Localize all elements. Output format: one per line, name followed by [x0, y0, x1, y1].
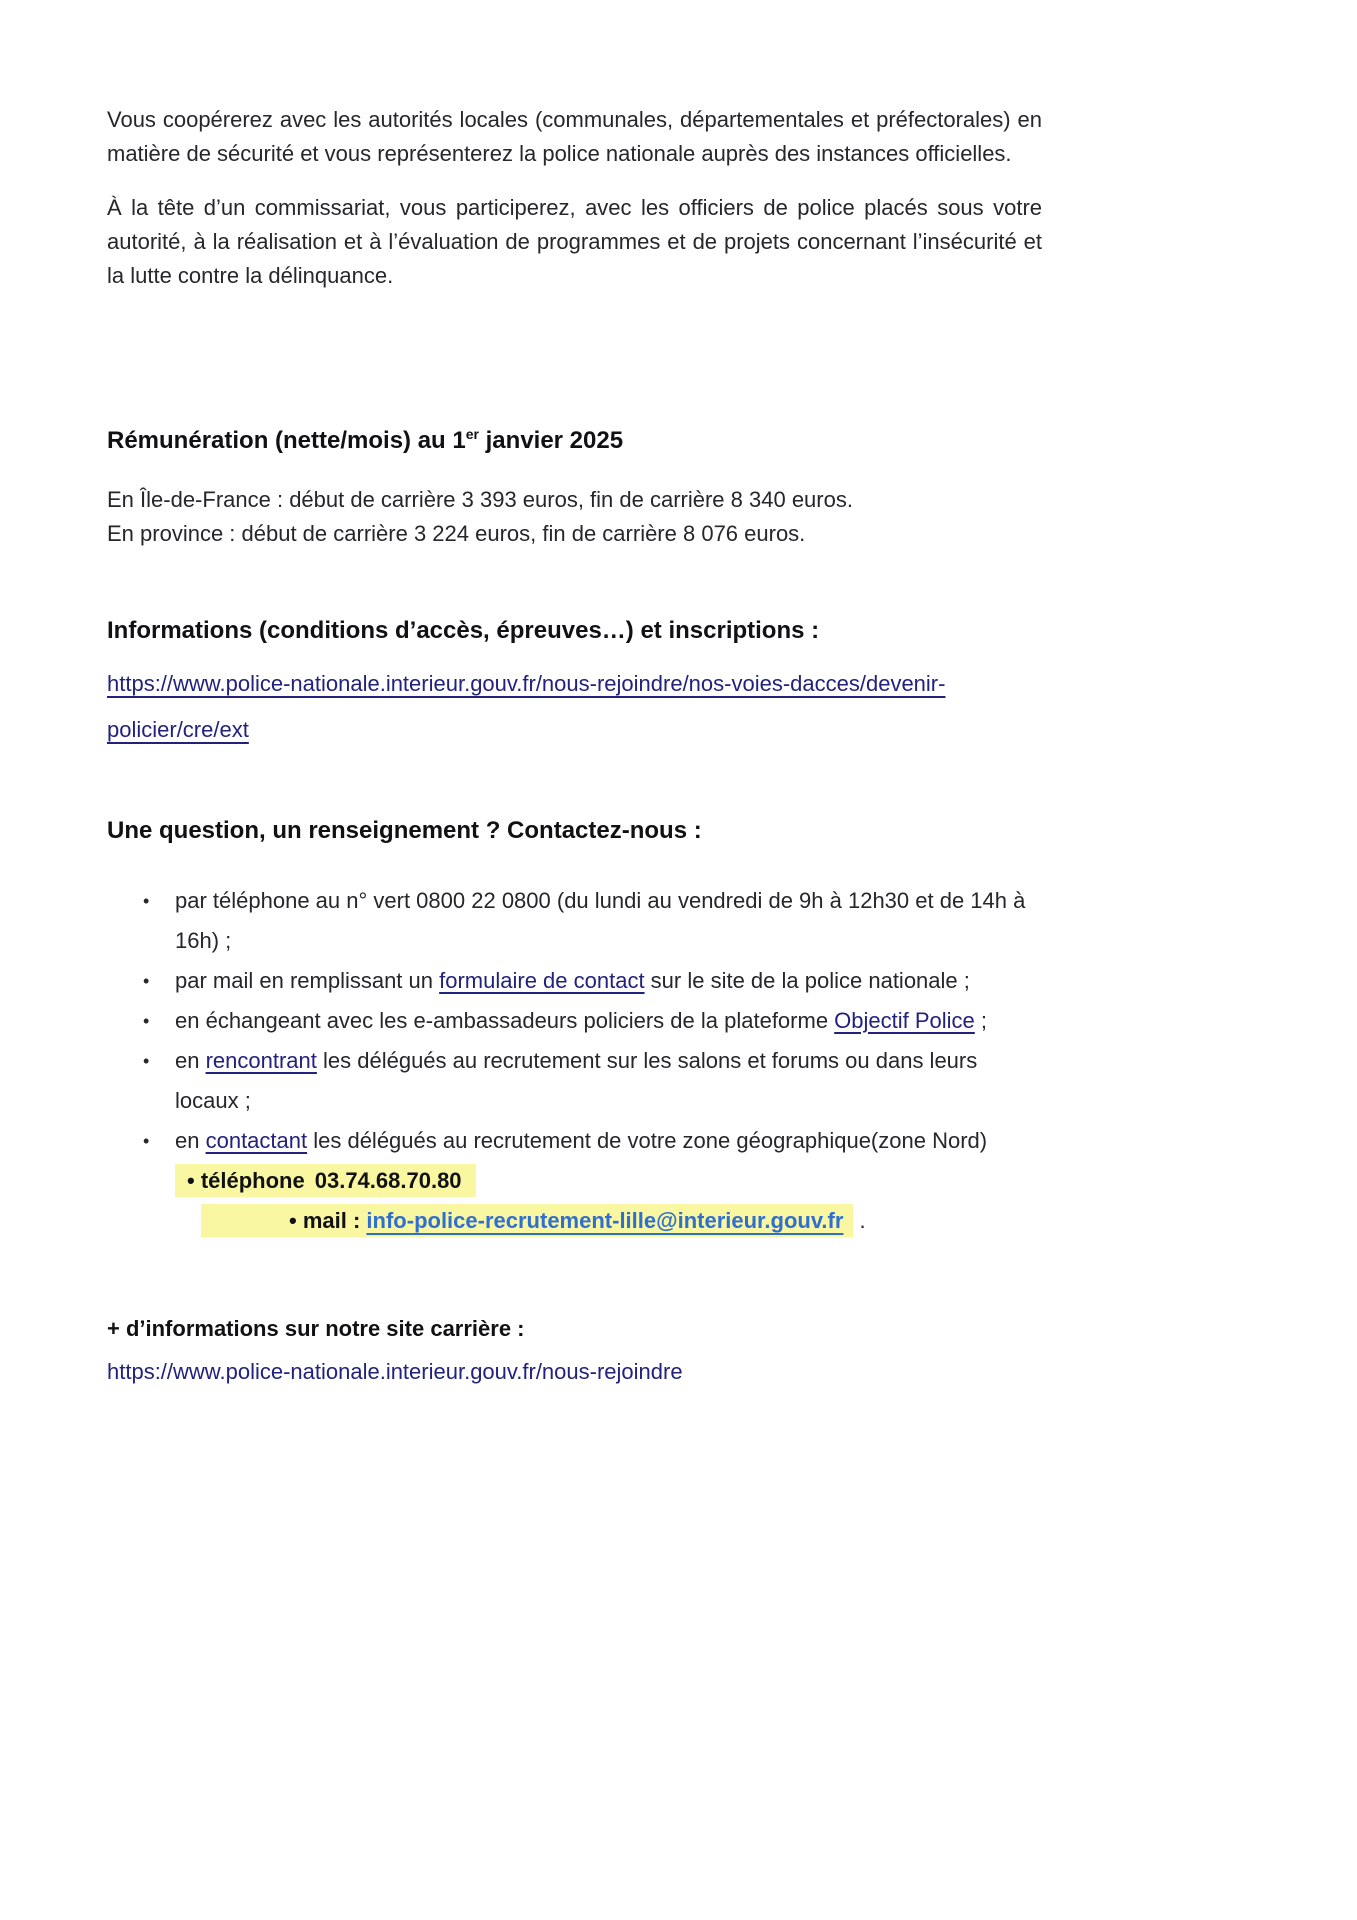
contact-heading: Une question, un renseignement ? Contactez-nous : [107, 817, 702, 844]
bullet-text: en [175, 1048, 206, 1073]
remuneration-heading-prefix: Rémunération (nette/mois) au 1 [107, 427, 466, 454]
remuneration-heading [107, 425, 1042, 457]
intro-paragraph-commissariat: À la tête d’un commissariat, vous participerez, avec les officiers de police placés sous votre autorité, à la réalisation et à l’évaluation de programmes et de projets concernant l’insécurité et la lutte contre la délinquance. [107, 195, 1042, 288]
contact-form-link[interactable]: formulaire de contact [439, 968, 645, 993]
phone-label: téléphone [200, 1168, 305, 1193]
phone-highlight [175, 1164, 476, 1197]
bullet-text: en échangeant avec les e-ambassadeurs policiers de la plateforme [175, 1008, 835, 1033]
intro-paragraph-cooperation: Vous coopérerez avec les autorités locales (communales, départementales et préfectorales) en matière de sécurité et vous représenterez la police nationale auprès des instances officielles. [107, 107, 1042, 166]
list-item-phone-vert [107, 881, 1042, 961]
mail-suffix: . [859, 1208, 866, 1233]
mail-label: mail : [302, 1208, 361, 1233]
contact-list [107, 881, 1042, 1241]
mail-link[interactable]: info-police-recrutement-lille@interieur.gouv.fr [366, 1208, 844, 1233]
salary-block [107, 483, 1042, 551]
list-item-delegues-zone [107, 1121, 1042, 1241]
bullet-text: les délégués au recrutement de votre zone géographique(zone Nord) [307, 1128, 988, 1153]
sub-bullet-icon: • [289, 1208, 297, 1233]
bullet-icon: • [143, 1131, 150, 1151]
bullet-text: en [175, 1128, 206, 1153]
mail-line [201, 1201, 1042, 1241]
inscriptions-heading: Informations (conditions d’accès, épreuves…) et inscriptions : [107, 617, 820, 644]
bullet-icon: • [143, 1011, 150, 1031]
contactant-link[interactable]: contactant [205, 1128, 308, 1153]
remuneration-heading-suffix: janvier 2025 [478, 427, 624, 454]
list-item-eambassadeurs [107, 1001, 1042, 1041]
bullet-text: les délégués au recrutement sur les salons et forums ou dans leurs locaux ; [175, 1048, 978, 1113]
mail-highlight [201, 1204, 853, 1237]
bullet-text: ; [974, 1008, 988, 1033]
list-item-mail-form [107, 961, 1042, 1001]
ordinal-superscript: er [465, 426, 479, 442]
bullet-icon: • [143, 971, 150, 991]
sub-bullet-icon: • [187, 1168, 195, 1193]
phone-number: 03.74.68.70.80 [314, 1168, 462, 1193]
objectif-police-link[interactable]: Objectif Police [834, 1008, 975, 1033]
bullet-icon: • [143, 1051, 150, 1071]
rencontrant-link[interactable]: rencontrant [205, 1048, 317, 1073]
bullet-text: par téléphone au n° vert 0800 22 0800 (du lundi au vendredi de 9h à 12h30 et de 14h à 16h) ; [175, 888, 1026, 953]
career-site-link[interactable]: https://www.police-nationale.interieur.gouv.fr/nous-rejoindre [107, 1359, 683, 1384]
career-heading: + d’informations sur notre site carrière : [107, 1316, 525, 1341]
bullet-icon: • [143, 891, 150, 911]
list-item-salons-forums [107, 1041, 1042, 1121]
inscriptions-link[interactable]: https://www.police-nationale.interieur.gouv.fr/nous-rejoindre/nos-voies-dacces/devenir-policier/cre/ext [107, 671, 946, 742]
bullet-text: sur le site de la police nationale ; [644, 968, 970, 993]
bullet-text: par mail en remplissant un [175, 968, 440, 993]
salary-line-province: En province : début de carrière 3 224 euros, fin de carrière 8 076 euros. [107, 521, 806, 546]
salary-line-idf: En Île-de-France : début de carrière 3 393 euros, fin de carrière 8 340 euros. [107, 487, 853, 512]
